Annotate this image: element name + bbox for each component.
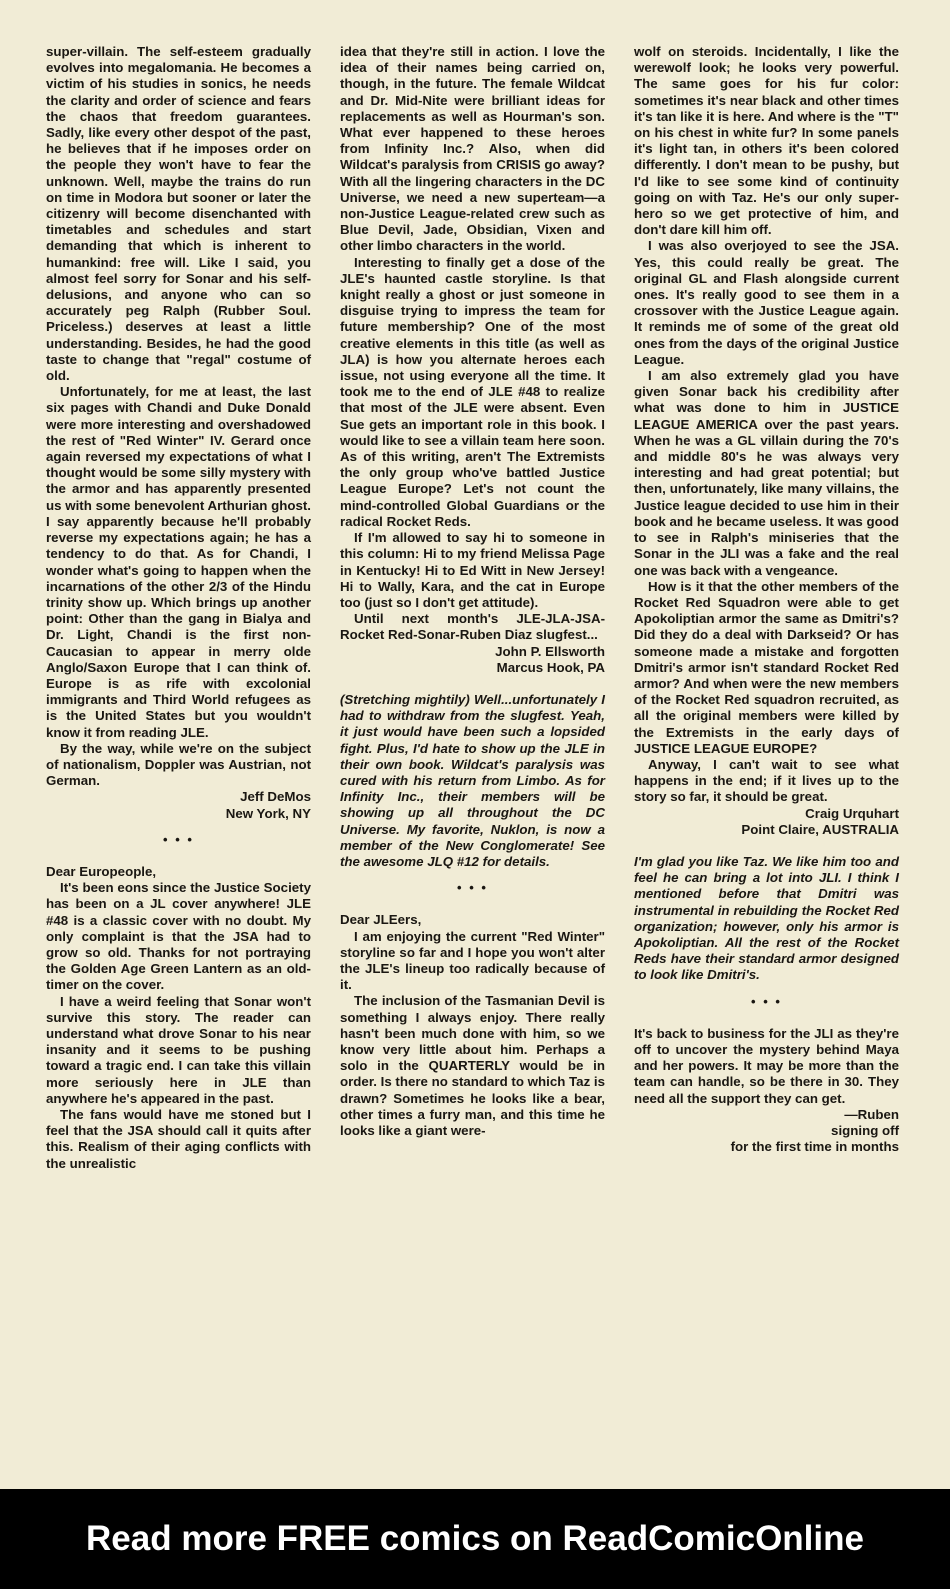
promo-banner[interactable] (0, 1489, 950, 1589)
signature-name: John P. Ellsworth (495, 643, 605, 659)
letter-paragraph: wolf on steroids. Incidentally, I like the werewolf look; he looks very powerful. The same goes for his fur color: sometimes it's near black and other times it's tan like it is here. And where is the "T" on his chest in white fur? In some panels it's light tan, in others it's been colored differently. I don't mean to be pushy, but I'd like to see some kind of continuity going on with Taz. He's our only super-hero so we get protective of him, and don't dare kill him off. (634, 44, 899, 238)
signoff-line: signing off (831, 1123, 899, 1138)
signature-place: Marcus Hook, PA (496, 659, 605, 675)
section-divider: • • • (163, 831, 194, 847)
section-divider: • • • (751, 993, 782, 1009)
letter-paragraph: I have a weird feeling that Sonar won't survive this story. The reader can understand what drove Sonar to his near insanity and it seems to be pushing toward a tragic end. I can take this villain more seriously here in JLE than anywhere he's appeared in the past. (46, 993, 311, 1106)
letter-paragraph: If I'm allowed to say hi to someone in this column: Hi to my friend Melissa Page in Kentucky! Hi to Ed Witt in New Jersey! Hi to Wally, Kara, and the cat in Europe too (just so I don't get attitude). (340, 530, 605, 610)
section-divider: • • • (457, 880, 488, 896)
signoff-line: for the first time in months (730, 1139, 899, 1155)
editor-response: I'm glad you like Taz. We like him too and feel he can bring a lot into JLI. I think I mentioned before that Dmitri was instrumental in rebuilding the Rocket Red organization; however, only his armor is Apokoliptian. All the rest of the Rocket Reds have their standard armor designed to look like Dmitri's. (634, 853, 899, 983)
letter-salutation: Dear JLEers, (340, 912, 422, 928)
letter-paragraph: I was also overjoyed to see the JSA. Yes, this could really be great. The original GL and Flash alongside current ones. It's really good to see them in a crossover with the Justice League again. It reminds me of some of the great old ones from the days of the original Justice League. (634, 238, 899, 367)
letter-paragraph: Interesting to finally get a dose of the JLE's haunted castle storyline. Is that knight really a ghost or just someone in disguise trying to impress the team for future membership? One of the most creative elements in this title (as well as JLA) is how you alternate heroes each issue, not using everyone all the time. It took me to the end of JLE #48 to realize that most of the JLE were absent. Even Sue gets an important role in this book. I would like to see a villain team here soon. As of this writing, aren't The Extremists the only group who've battled Justice League Europe? Let's not count the mind-controlled Global Guardians or the radical Rocket Reds. (340, 254, 605, 529)
letter-paragraph: Until next month's JLE-JLA-JSA-Rocket Red-Sonar-Ruben Diaz slugfest... (340, 611, 605, 643)
letter-paragraph: idea that they're still in action. I love the idea of their names being carried on, though, in the future. The female Wildcat and Dr. Mid-Nite were brilliant ideas for replacements as well as Hourman's son. What ever happened to these heroes from Infinity Inc.? Also, when did Wildcat's paralysis from CRISIS go away? With all the lingering characters in the DC Universe, we need a new superteam—a non-Justice League-related crew such as Blue Devil, Jade, Obsidian, Vixen and other limbo characters in the world. (340, 44, 605, 254)
column-2 (340, 44, 605, 1139)
letter-paragraph: I am enjoying the current "Red Winter" storyline so far and I hope you won't alter the JLE's lineup too radically because of it. (340, 928, 605, 993)
letter-paragraph: The fans would have me stoned but I feel that the JSA should call it quits after this. Realism of their aging conflicts with the unrealistic (46, 1107, 311, 1171)
signature-name: Jeff DeMos (240, 789, 311, 805)
letter-salutation: Dear Europeople, (46, 863, 157, 879)
letter-paragraph: super-villain. The self-esteem gradually evolves into megalomania. He becomes a victim of his studies in sonics, he needs the clarity and order of science and fears the chaos that freedom guarantees. Sadly, like every other despot of the past, he believes that if he imposes order on the people they won't have to fear the unknown. Well, maybe the trains do run on time in Modora but sooner or later the citizenry will become disenchanted with timetables and schedules and start demanding that which is inherent to humankind: free will. Like I said, you almost feel sorry for Sonar and his self-delusions, and anyone who can so accurately peg Ralph (Rubber Soul. Priceless.) deserves at least a little understanding. Besides, he had the good taste to change that "regal" costume of old. (46, 44, 311, 384)
signature-name: Craig Urquhart (805, 805, 899, 821)
letter-paragraph: I am also extremely glad you have given Sonar back his credibility after what was done to him in JUSTICE LEAGUE AMERICA over the past years. When he was a GL villain during the 70's and middle 80's he was always very interesting and had great potential; but then, unfortunately, like many villains, the Justice league decided to use him in their book and he became useless. It was good to see in Ralph's miniseries that the Sonar in the JLI was a fake and the real one was back with a vengeance. (634, 368, 899, 578)
closing-paragraph: It's back to business for the JLI as they're off to uncover the mystery behind Maya and her powers. It may be more than the team can handle, so be there in 30. They need all the support they can get. (634, 1025, 899, 1106)
column-1 (46, 44, 311, 1172)
letter-paragraph: How is it that the other members of the Rocket Red Squadron were able to get Apokoliptian armor the same as Dmitri's? Did they do a deal with Darkseid? Or has someone made a mistake and forgotten Dmitri's armor isn't standard Rocket Red armor? And when were the new members of the Rocket Red squadron recruited, as all the original members were killed by the Extremists in the early days of JUSTICE LEAGUE EUROPE? (634, 578, 899, 756)
letter-paragraph: The inclusion of the Tasmanian Devil is something I always enjoy. There really hasn't been much done with him, so we know very little about him. Perhaps a solo in the QUARTERLY would be in order. Is there no standard to which Taz is drawn? Sometimes he looks like a bear, other times a furry man, and this time he looks like a giant were- (340, 993, 606, 1138)
signoff-line: —Ruben (844, 1106, 899, 1122)
column-3 (634, 44, 899, 1155)
letter-paragraph: Unfortunately, for me at least, the last six pages with Chandi and Duke Donald were more interesting and overshadowed the rest of "Red Winter" IV. Gerard once again reversed my expectations of what I thought would be some silly mystery with the armor and has apparently presented us with some benevolent Arthurian ghost. I say apparently because he'll probably reverse my expectations again; he has a tendency to do that. As for Chandi, I wonder what's going to happen when the incarnations of the other 2/3 of the Hindu trinity show up. Which brings up another point: Other than the gang in Bialya and Dr. Light, Chandi is the first non-Caucasian to appear in merry olde Anglo/Saxon Europe that I can think of. Europe is as rife with excolonial immigrants and Third World refugees as is the United States but you wouldn't know it from reading JLE. (46, 384, 311, 740)
promo-banner-text[interactable]: Read more FREE comics on ReadComicOnline (86, 1519, 864, 1558)
spacer (634, 838, 899, 854)
letter-paragraph: It's been eons since the Justice Society has been on a JL cover anywhere! JLE #48 is a classic cover with no doubt. My only complaint is that the JSA had to grow so old. Thanks for not portraying the Golden Age Green Lantern as an old-timer on the cover. (46, 880, 311, 993)
signature-place: New York, NY (225, 805, 311, 821)
letter-paragraph: By the way, while we're on the subject of nationalism, Doppler was Austrian, not German. (46, 740, 311, 789)
letter-paragraph: Anyway, I can't wait to see what happens in the end; if it lives up to the story so far, it should be great. (634, 756, 899, 805)
signature-place: Point Claire, AUSTRALIA (741, 821, 899, 837)
editor-response: (Stretching mightily) Well...unfortunately I had to withdraw from the slugfest. Yeah, it just would have been such a lopsided fight. Plus, I'd hate to show up the JLE in their own book. Wildcat's paralysis was cured with his return from Limbo. As for Infinity Inc., their members will be showing up all throughout the DC Universe. My favorite, Nuklon, is now a member of the New Conglomerate! See the awesome JLQ #12 for details. (340, 691, 605, 869)
spacer (340, 676, 605, 692)
